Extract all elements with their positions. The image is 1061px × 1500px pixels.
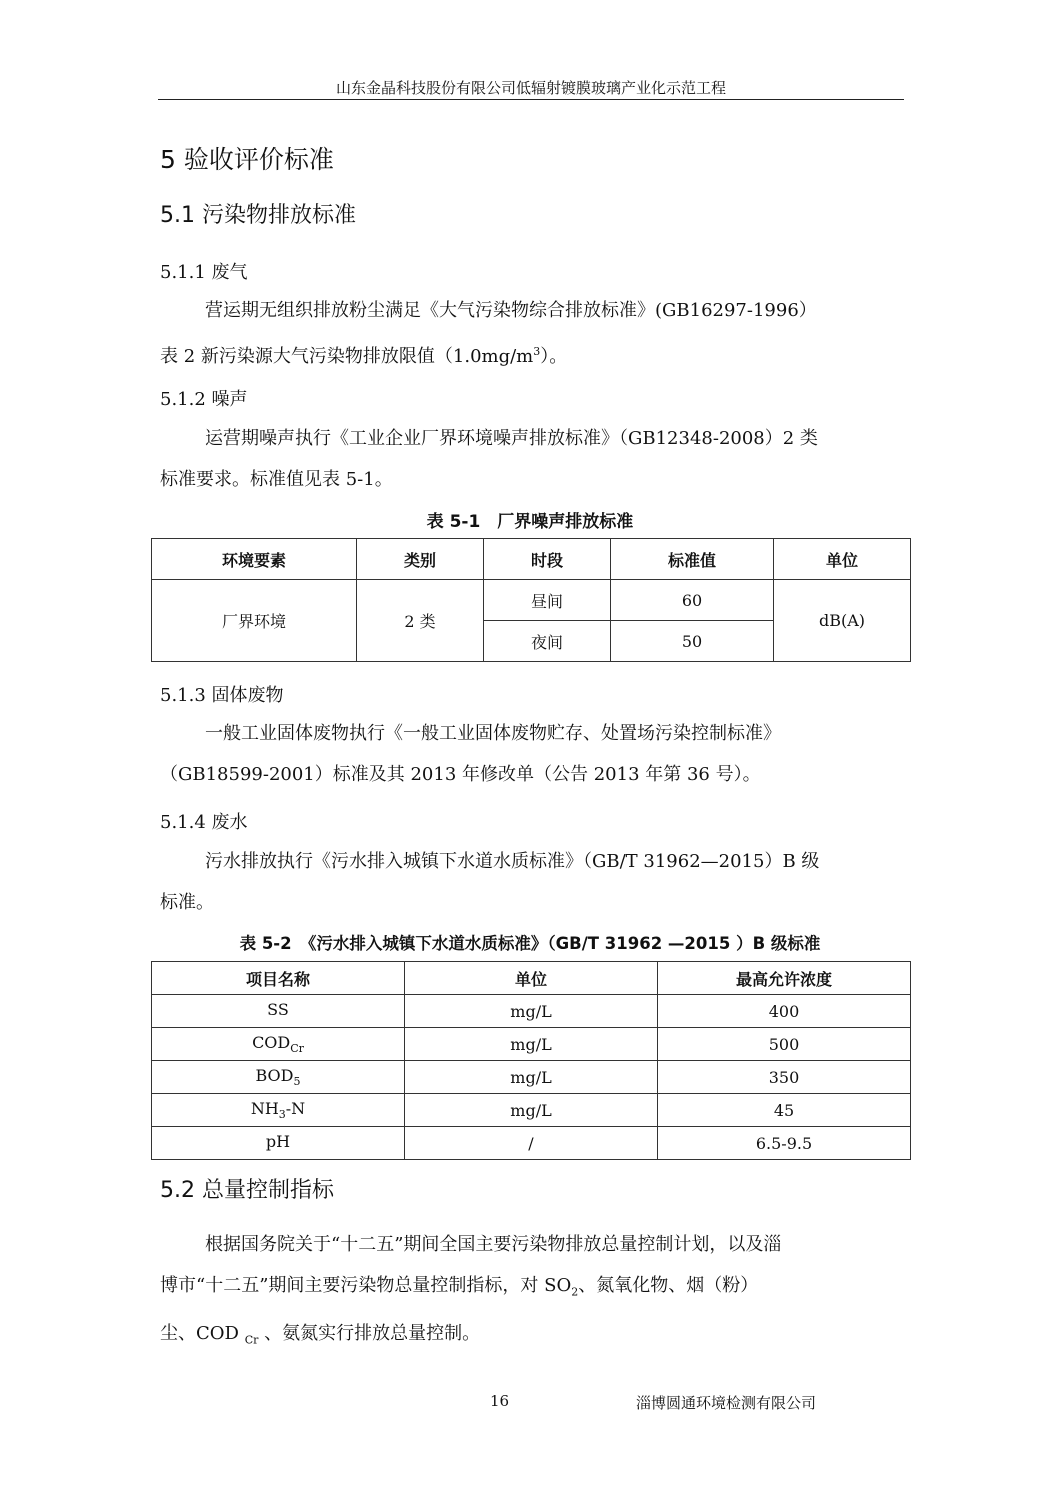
table-header: 时段 <box>484 539 611 580</box>
noise-paragraph <box>160 418 904 500</box>
solid-waste-paragraph <box>160 713 904 795</box>
table-cell-value: 50 <box>611 621 774 662</box>
table-cell-name: pH <box>152 1127 405 1160</box>
waste-gas-line-1: 营运期无组织排放粉尘满足《大气污染物综合排放标准》(GB16297-1996） <box>205 300 817 321</box>
table-cell-name: SS <box>152 995 405 1028</box>
table-header: 单位 <box>774 539 911 580</box>
table-row <box>152 1094 911 1127</box>
noise-line-1: 运营期噪声执行《工业企业厂界环境噪声排放标准》（GB12348-2008）2 类 <box>205 428 818 449</box>
table-header: 单位 <box>405 962 658 995</box>
table-row <box>152 1127 911 1160</box>
table-cell-period: 夜间 <box>484 621 611 662</box>
section-5-1-1-title: 5.1.1 废气 <box>160 262 248 283</box>
table-cell-value: 350 <box>658 1061 911 1094</box>
table-cell-category: 2 类 <box>357 580 484 662</box>
page-header: 山东金晶科技股份有限公司低辐射镀膜玻璃产业化示范工程 <box>335 79 726 97</box>
table-cell-name: $BOD_5$ <box>152 1061 405 1094</box>
table-5-2-caption: 表 5-2 《污水排入城镇下水道水质标准》（GB/T 31962 —2015 ）B 级标准 <box>239 934 821 953</box>
waste-water-paragraph <box>160 841 904 923</box>
table-5-1-caption: 表 5-1 厂界噪声排放标准 <box>426 512 634 532</box>
table-cell-name: $COD_{Cr}$ <box>152 1028 405 1061</box>
section-5-1-3-title: 5.1.3 固体废物 <box>160 685 284 706</box>
table-cell-period: 昼间 <box>484 580 611 621</box>
table-cell-value: 60 <box>611 580 774 621</box>
waste-gas-line-2: 表 2 新污染源大气污染物排放限值$(1.0mg/m^3)$。 <box>160 345 568 367</box>
table-cell-value: 45 <box>658 1094 911 1127</box>
table-row <box>152 1028 911 1061</box>
table-row <box>152 1061 911 1094</box>
solid-waste-line-1: 一般工业固体废物执行《一般工业固体废物贮存、处置场污染控制标准》 <box>205 723 781 744</box>
total-control-line-2: 博市“十二五”期间主要污染物总量控制指标，对 $SO_2$、氮氧化物、烟（粉） <box>160 1275 759 1299</box>
table-cell-unit: mg/L <box>405 1028 658 1061</box>
total-control-line-3: 尘、COD $_{Cr}$ 、氨氮实行排放总量控制。 <box>160 1322 481 1347</box>
section-5-1-title: 5.1 污染物排放标准 <box>160 203 356 228</box>
section-5-1-2-title: 5.1.2 噪声 <box>160 389 248 410</box>
table-cell-unit: mg/L <box>405 1094 658 1127</box>
table-row <box>152 995 911 1028</box>
table-header: 类别 <box>357 539 484 580</box>
waste-water-line-1: 污水排放执行《污水排入城镇下水道水质标准》（GB/T 31962—2015）B 级 <box>205 851 820 872</box>
table-cell-unit: / <box>405 1127 658 1160</box>
table-cell-unit: mg/L <box>405 1061 658 1094</box>
noise-line-2: 标准要求。标准值见表 5-1。 <box>160 469 393 490</box>
table-cell-unit: mg/L <box>405 995 658 1028</box>
header-rule <box>158 99 904 100</box>
page-number: 16 <box>490 1392 510 1410</box>
table-header: 最高允许浓度 <box>658 962 911 995</box>
table-cell-value: 400 <box>658 995 911 1028</box>
table-cell-name: $NH_3-N$ <box>152 1094 405 1127</box>
table-cell-value: 500 <box>658 1028 911 1061</box>
table-cell-value: 6.5-9.5 <box>658 1127 911 1160</box>
table-cell-element: 厂界环境 <box>152 580 357 662</box>
total-control-paragraph <box>160 1224 904 1360</box>
section-5-title: 5 验收评价标准 <box>160 145 334 174</box>
footer-organization: 淄博圆通环境检测有限公司 <box>636 1394 817 1412</box>
section-5-1-4-title: 5.1.4 废水 <box>160 812 248 833</box>
table-header: 项目名称 <box>152 962 405 995</box>
noise-standard-table <box>151 538 911 662</box>
total-control-line-1: 根据国务院关于“十二五”期间全国主要污染物排放总量控制计划，以及淄 <box>205 1234 782 1255</box>
table-header: 标准值 <box>611 539 774 580</box>
waste-water-line-2: 标准。 <box>160 892 214 913</box>
waste-gas-paragraph <box>160 290 904 377</box>
table-header: 环境要素 <box>152 539 357 580</box>
wastewater-standard-table <box>151 961 911 1160</box>
section-5-2-title: 5.2 总量控制指标 <box>160 1178 334 1203</box>
table-cell-unit: dB(A) <box>774 580 911 662</box>
solid-waste-line-2: （GB18599-2001）标准及其 2013 年修改单（公告 2013 年第 36 号）。 <box>160 764 761 785</box>
